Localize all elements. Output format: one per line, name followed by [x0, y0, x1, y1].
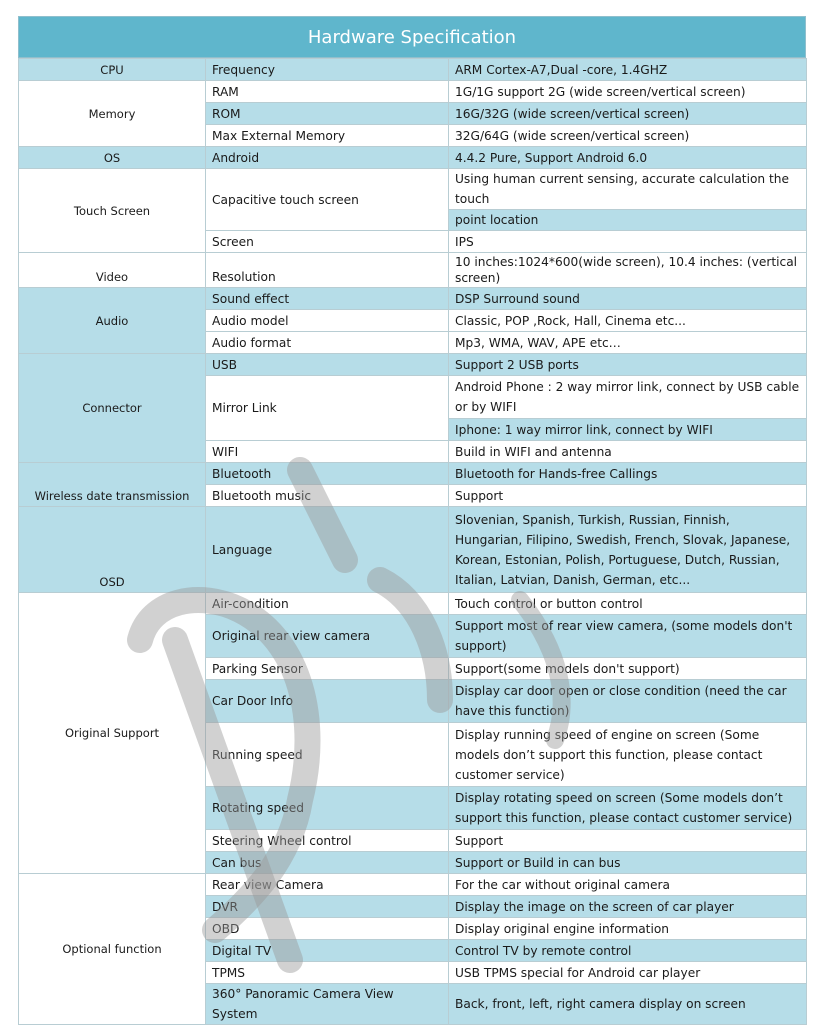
spec-item: Car Door Info — [206, 680, 449, 723]
spec-item: Sound effect — [206, 288, 449, 310]
spec-value: Classic, POP ,Rock, Hall, Cinema etc... — [449, 310, 807, 332]
spec-item: Can bus — [206, 852, 449, 874]
spec-value: Support or Build in can bus — [449, 852, 807, 874]
table-row — [19, 253, 807, 288]
spec-item: Running speed — [206, 723, 449, 787]
spec-item: Language — [206, 507, 449, 593]
spec-value: Support — [449, 830, 807, 852]
spec-value: Mp3, WMA, WAV, APE etc… — [449, 332, 807, 354]
category-video: Video — [19, 253, 206, 288]
spec-value: Iphone: 1 way mirror link, connect by WIFI — [449, 419, 807, 441]
spec-item: Steering Wheel control — [206, 830, 449, 852]
table-row — [19, 593, 807, 615]
table-row — [19, 59, 807, 81]
spec-item: USB — [206, 354, 449, 376]
spec-value: Bluetooth for Hands-free Callings — [449, 463, 807, 485]
spec-value: For the car without original camera — [449, 874, 807, 896]
category-osd: OSD — [19, 507, 206, 593]
spec-value: Support(some models don't support) — [449, 658, 807, 680]
spec-value: 32G/64G (wide screen/vertical screen) — [449, 125, 807, 147]
spec-value: Support — [449, 485, 807, 507]
spec-value: Display running speed of engine on screen (Some models don’t support this function, please contact customer service) — [449, 723, 807, 787]
spec-item: Rotating speed — [206, 787, 449, 830]
spec-item: WIFI — [206, 441, 449, 463]
spec-value: Android Phone : 2 way mirror link, connect by USB cable or by WIFI — [449, 376, 807, 419]
page-title: Hardware Specification — [18, 16, 806, 58]
spec-value: Build in WIFI and antenna — [449, 441, 807, 463]
spec-item: 360° Panoramic Camera View System — [206, 984, 449, 1025]
spec-item: Capacitive touch screen — [206, 169, 449, 231]
spec-item: Max External Memory — [206, 125, 449, 147]
category-os: OS — [19, 147, 206, 169]
spec-value: USB TPMS special for Android car player — [449, 962, 807, 984]
spec-item: Bluetooth music — [206, 485, 449, 507]
category-wireless: Wireless date transmission — [19, 463, 206, 507]
spec-value: 16G/32G (wide screen/vertical screen) — [449, 103, 807, 125]
table-row — [19, 81, 807, 103]
spec-value: Slovenian, Spanish, Turkish, Russian, Finnish, Hungarian, Filipino, Swedish, French, Slovak, Japanese, Korean, Estonian, Polish, Portuguese, Dutch, Russian, Italian, Latvian, Danish, German, etc... — [449, 507, 807, 593]
spec-value: Back, front, left, right camera display on screen — [449, 984, 807, 1025]
table-row — [19, 147, 807, 169]
category-optional-function: Optional function — [19, 874, 206, 1025]
spec-item: Screen — [206, 231, 449, 253]
spec-value: 4.4.2 Pure, Support Android 6.0 — [449, 147, 807, 169]
spec-value: Display car door open or close condition (need the car have this function) — [449, 680, 807, 723]
spec-value: Display the image on the screen of car player — [449, 896, 807, 918]
spec-item: Bluetooth — [206, 463, 449, 485]
spec-item: Audio model — [206, 310, 449, 332]
table-row — [19, 354, 807, 376]
spec-item: TPMS — [206, 962, 449, 984]
spec-item: Air-condition — [206, 593, 449, 615]
spec-value: DSP Surround sound — [449, 288, 807, 310]
spec-item: Android — [206, 147, 449, 169]
category-connector: Connector — [19, 354, 206, 463]
spec-value: Support 2 USB ports — [449, 354, 807, 376]
spec-item: Original rear view camera — [206, 615, 449, 658]
spec-value: ARM Cortex-A7,Dual -core, 1.4GHZ — [449, 59, 807, 81]
spec-value: Display original engine information — [449, 918, 807, 940]
spec-sheet — [18, 16, 806, 1025]
spec-value: Using human current sensing, accurate calculation the touch — [449, 169, 807, 210]
category-memory: Memory — [19, 81, 206, 147]
spec-item: RAM — [206, 81, 449, 103]
spec-value: 10 inches:1024*600(wide screen), 10.4 inches: (vertical screen) — [449, 253, 807, 288]
table-row — [19, 463, 807, 485]
table-row — [19, 507, 807, 593]
spec-item: Mirror Link — [206, 376, 449, 441]
spec-item: OBD — [206, 918, 449, 940]
spec-value: IPS — [449, 231, 807, 253]
spec-item: Resolution — [206, 253, 449, 288]
spec-item: Parking Sensor — [206, 658, 449, 680]
spec-value: 1G/1G support 2G (wide screen/vertical screen) — [449, 81, 807, 103]
spec-item: ROM — [206, 103, 449, 125]
category-cpu: CPU — [19, 59, 206, 81]
spec-item: DVR — [206, 896, 449, 918]
category-audio: Audio — [19, 288, 206, 354]
spec-value: Display rotating speed on screen (Some models don’t support this function, please contact customer service) — [449, 787, 807, 830]
table-row — [19, 169, 807, 210]
spec-item: Audio format — [206, 332, 449, 354]
spec-table — [18, 58, 807, 1025]
spec-item: Digital TV — [206, 940, 449, 962]
spec-value: Support most of rear view camera, (some models don't support) — [449, 615, 807, 658]
table-row — [19, 288, 807, 310]
spec-item: Rear view Camera — [206, 874, 449, 896]
spec-item: Frequency — [206, 59, 449, 81]
spec-value: point location — [449, 210, 807, 231]
category-touch-screen: Touch Screen — [19, 169, 206, 253]
spec-value: Touch control or button control — [449, 593, 807, 615]
category-original-support: Original Support — [19, 593, 206, 874]
spec-value: Control TV by remote control — [449, 940, 807, 962]
table-row — [19, 874, 807, 896]
